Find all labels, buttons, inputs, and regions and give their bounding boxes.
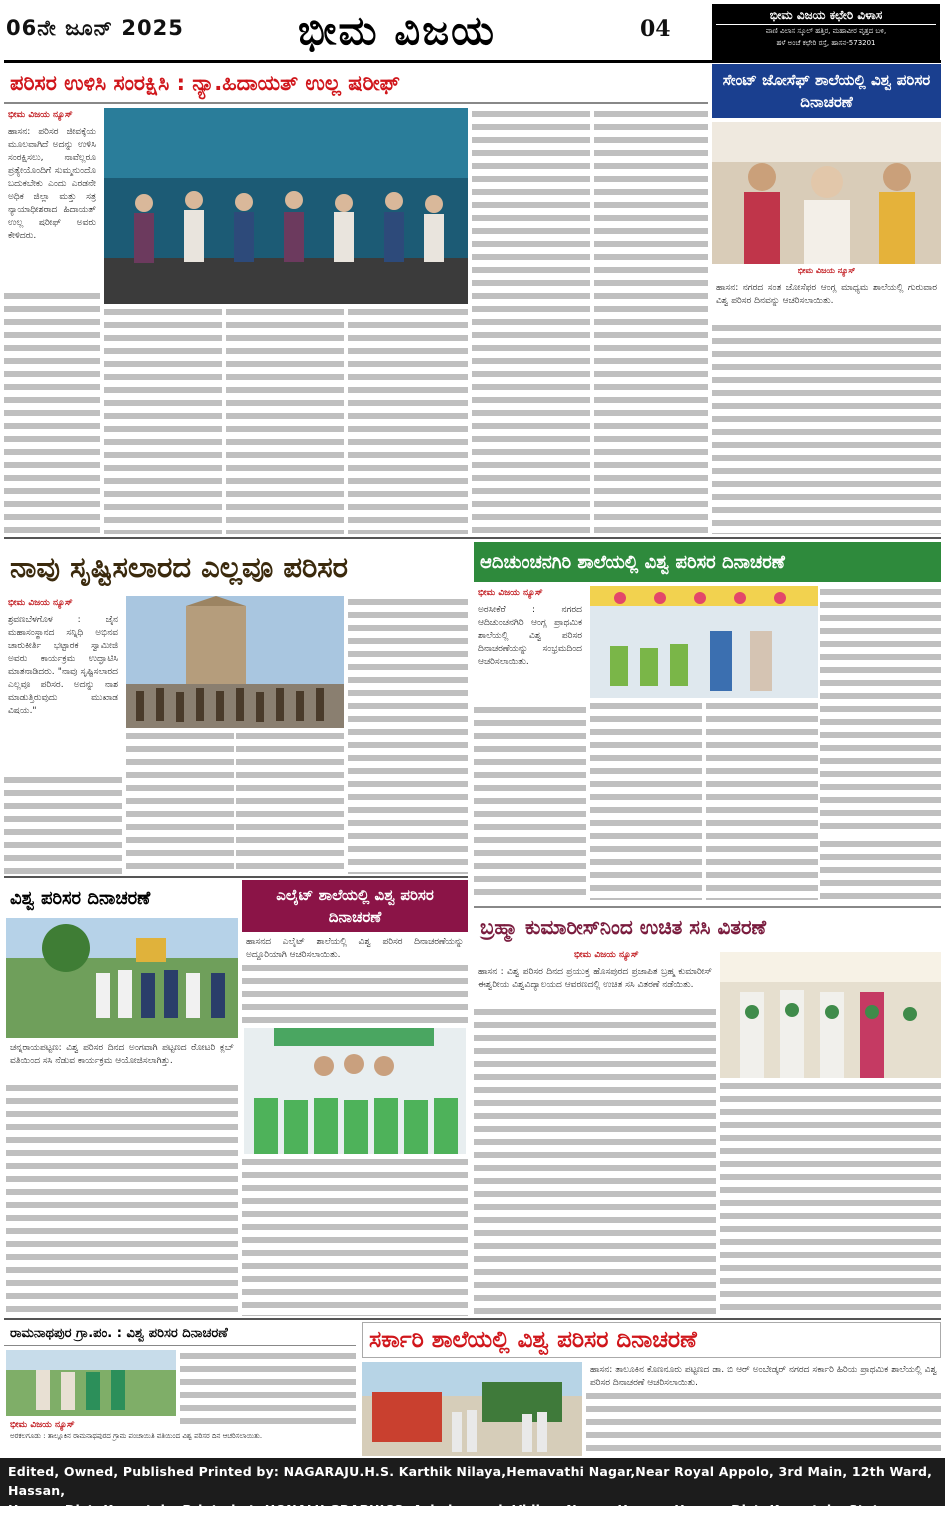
article-a9-lead: ಹಾಸನ: ತಾಲೂಕಿನ ಕೊಣನೂರು ಪಟ್ಟಣದ ಡಾ. ಬಿ ಆರ್ ಅಂಬೇಡ್ಕರ್ ನಗರದ ಸರ್ಕಾರಿ ಹಿರಿಯ ಪ್ರಾಥಮಿಕ ಶಾಲೆಯಲ್ಲಿ ವಿಶ್ವ ಪರಿಸರ ದಿನಾಚರಣೆ ಆಚರಿಸಲಾಯಿತು.	[590, 1365, 937, 1388]
article-a3-body-col1	[4, 774, 122, 874]
caption-a2: ಭೀಮ ವಿಜಯ ನ್ಯೂಸ್	[797, 266, 856, 275]
article-a4-lead: ಅರಸೀಕೆರೆ : ನಗರದ ಆದಿಚುಂಚನಗಿರಿ ಆಂಗ್ಲ ಪ್ರಾಥಮಿಕ ಶಾಲೆಯಲ್ಲಿ ವಿಶ್ವ ಪರಿಸರ ದಿನಾಚರಣೆಯನ್ನು ಸಂಭ್ರಮದಿಂದ ಆಚರಿಸಲಾಯಿತು.	[478, 605, 582, 667]
headline-a2: ಸೇಂಟ್ ಜೋಸೆಫ್ ಶಾಲೆಯಲ್ಲಿ ವಿಶ್ವ ಪರಿಸರ ದಿನಾಚರಣೆ	[712, 64, 941, 118]
article-a3-body-col2	[126, 730, 234, 874]
office-address-box	[712, 4, 940, 60]
headline-a3: ನಾವು ಸೃಷ್ಟಿಸಲಾರದ ಎಲ್ಲವೂ ಪರಿಸರ	[4, 542, 468, 592]
photo-a6	[244, 1028, 466, 1154]
article-a9-body	[586, 1390, 941, 1456]
article-a7-lead: ಹಾಸನ : ವಿಶ್ವ ಪರಿಸರ ದಿನದ ಪ್ರಯುಕ್ತ ಹೊಸಪುರದ ಪ್ರಜಾಪಿತ ಬ್ರಹ್ಮ ಕುಮಾರೀಸ್ ಈಶ್ವರೀಯ ವಿಶ್ವವಿದ್ಯಾಲಯದ ಆವರಣದಲ್ಲಿ ಉಚಿತ ಸಸಿ ವಿತರಣೆ ನಡೆಯಿತು.	[478, 967, 712, 990]
section-rule-3	[4, 1318, 941, 1320]
byline-a4: ಭೀಮ ವಿಜಯ ನ್ಯೂಸ್	[478, 588, 543, 598]
imprint-line-1: Edited, Owned, Published Printed by: NAGARAJU.H.S. Karthik Nilaya,Hemavathi Nagar,Near Royal Appolo, 3rd Main, 12th Ward, Hassan,	[8, 1464, 933, 1498]
imprint-line-2: Hassan Dist. Karnataka Printed at: HONALU GRAPHICS, Ashoka road, Vidhya Nagar, Hassan Hassan Dist. Karnataka State.	[8, 1502, 893, 1517]
headline-a9: ಸರ್ಕಾರಿ ಶಾಲೆಯಲ್ಲಿ ವಿಶ್ವ ಪರಿಸರ ದಿನಾಚರಣೆ	[362, 1322, 941, 1358]
article-a8-body	[180, 1350, 356, 1430]
article-a6-body	[242, 1156, 468, 1316]
article-a7-body-col2	[720, 1080, 941, 1316]
header-rule	[4, 60, 941, 63]
photo-a1-stage	[104, 108, 468, 304]
headline-a6: ಎಲೈಟ್ ಶಾಲೆಯಲ್ಲಿ ವಿಶ್ವ ಪರಿಸರ ದಿನಾಚರಣೆ	[242, 880, 468, 932]
photo-a7	[720, 952, 941, 1078]
article-a1-body-col1	[4, 290, 100, 534]
byline-a1: ಭೀಮ ವಿಜಯ ನ್ಯೂಸ್	[8, 110, 73, 120]
article-a6-lead: ಹಾಸನದ ಎಲೈಟ್ ಶಾಲೆಯಲ್ಲಿ ವಿಶ್ವ ಪರಿಸರ ದಿನಾಚರಣೆಯನ್ನು ಅದ್ದೂರಿಯಾಗಿ ಆಚರಿಸಲಾಯಿತು.	[246, 937, 464, 960]
section-rule-1	[4, 537, 941, 539]
imprint-footer	[0, 1458, 945, 1517]
article-a1-body-col5	[472, 108, 590, 534]
article-a4-body-col1	[474, 704, 586, 900]
headline-a4: ಆದಿಚುಂಚನಗಿರಿ ಶಾಲೆಯಲ್ಲಿ ವಿಶ್ವ ಪರಿಸರ ದಿನಾಚರಣೆ	[474, 542, 941, 582]
article-a3-body-col3	[236, 730, 344, 874]
photo-a2	[712, 122, 941, 264]
photo-a4	[590, 586, 818, 698]
byline-a3: ಭೀಮ ವಿಜಯ ನ್ಯೂಸ್	[8, 598, 73, 608]
article-a4-body-col4	[820, 586, 941, 836]
byline-a7: ಭೀಮ ವಿಜಯ ನ್ಯೂಸ್	[574, 950, 639, 960]
article-a2-body	[712, 322, 941, 534]
address-line-1: ವಾಣಿ ವಿಲಾಸ ಸ್ಕೂಲ್ ಹತ್ತಿರ, ಮಹಾವೀರ ವೃತ್ತದ ಬಳಿ,	[765, 27, 887, 35]
paper-name: ಭೀಮ ವಿಜಯ	[298, 8, 496, 54]
section-rule-2	[4, 876, 468, 878]
article-a2-lead: ಹಾಸನ: ನಗರದ ಸಂತ ಜೋಸೆಫರ ಆಂಗ್ಲ ಮಾಧ್ಯಮ ಶಾಲೆಯಲ್ಲಿ ಗುರುವಾರ ವಿಶ್ವ ಪರಿಸರ ದಿನವನ್ನು ಆಚರಿಸಲಾಯಿತು.	[716, 283, 937, 306]
article-a6-intro-body	[242, 962, 468, 1024]
headline-a8: ರಾಮನಾಥಪುರ ಗ್ರಾ.ಪಂ. : ವಿಶ್ವ ಪರಿಸರ ದಿನಾಚರಣೆ	[4, 1322, 356, 1346]
headline-a1: ಪರಿಸರ ಉಳಿಸಿ ಸಂರಕ್ಷಿಸಿ : ನ್ಯಾ.ಹಿದಾಯತ್ ಉಲ್ಲ ಷರೀಫ್	[4, 64, 708, 104]
article-a4-body-col3	[706, 700, 818, 900]
article-a3-body-col4	[348, 596, 468, 874]
article-a1-body-col6	[594, 108, 708, 534]
article-a1-body-col4	[348, 306, 468, 534]
article-a7-body-col1	[474, 1006, 716, 1316]
issue-date: 06ನೇ ಜೂನ್ 2025	[6, 16, 184, 40]
byline-a8: ಭೀಮ ವಿಜಯ ನ್ಯೂಸ್	[10, 1420, 75, 1430]
headline-a7: ಬ್ರಹ್ಮಾ ಕುಮಾರೀಸ್‌ನಿಂದ ಉಚಿತ ಸಸಿ ವಿತರಣೆ	[474, 906, 941, 946]
article-a5-lead: ಚನ್ನರಾಯಪಟ್ಟಣ: ವಿಶ್ವ ಪರಿಸರ ದಿನದ ಅಂಗವಾಗಿ ಪಟ್ಟಣದ ರೋಟರಿ ಕ್ಲಬ್ ವತಿಯಿಂದ ಸಸಿ ನೆಡುವ ಕಾರ್ಯಕ್ರಮ ಆಯೋಜಿಸಲಾಗಿತ್ತು.	[10, 1043, 234, 1066]
photo-a3	[126, 596, 344, 728]
headline-a5: ವಿಶ್ವ ಪರಿಸರ ದಿನಾಚರಣೆ	[10, 887, 151, 909]
page-number: 04	[640, 16, 671, 42]
article-a1-body-col2	[104, 306, 222, 534]
article-a4-body-col2	[590, 700, 702, 900]
photo-a9	[362, 1362, 582, 1456]
article-a5-body	[6, 1082, 238, 1316]
article-a4-body-col5	[820, 838, 941, 900]
address-line-2: ಹಳೆ ಅಂಚೆ ಕಛೇರಿ ರಸ್ತೆ, ಹಾಸನ-573201	[776, 39, 876, 47]
article-a1-lead: ಹಾಸನ: ಪರಿಸರ ಜೀವಕ್ಕೆಯ ಮೂಲವಾಗಿದೆ ಅದನ್ನು ಉಳಿಸಿ ಸಂರಕ್ಷಿಸಲು, ನಾವೆಲ್ಲರೂ ಪ್ರತ್ಯೇಯೊಂದಿಗೆ ಸುಮ್ಮನುಂದೊ ಬದುಕಬೇಕು ಎಂದು ಎರಡನೇ ಅಧಿಕ ಜಿಲ್ಲಾ ಮತ್ತು ಸತ್ರ ನ್ಯಾಯಾಧೀಶರಾದ ಹಿದಾಯತ್ ಉಲ್ಲ ಷರೀಫ್ ಅವರು ಕೇಳಿದರು.	[8, 127, 96, 241]
photo-a8	[6, 1350, 176, 1416]
photo-a5	[6, 918, 238, 1038]
article-a3-lead: ಶ್ರವಣಬೆಳಗೊಳ : ಜೈನ ಮಹಾಸಂಸ್ಥಾನದ ಸನ್ನಿಧಿ ಅಭಿನವ ಚಾರುಕೀರ್ತಿ ಭಟ್ಟಾರಕ ಸ್ವಾಮೀಜಿ ಅವರು ಕಾರ್ಯಕ್ರಮ ಉದ್ಘಾಟಿಸಿ ಮಾತನಾಡಿದರು. "ನಾವು ಸೃಷ್ಟಿಸಲಾರದ ಎಲ್ಲವೂ ಪರಿಸರ. ಅದನ್ನು ನಾಶ ಮಾಡುತ್ತಿರುವುದು ಮುಖಾಡ ವಿಷಯ."	[8, 615, 118, 716]
address-title: ಭೀಮ ವಿಜಯ ಕಛೇರಿ ವಿಳಾಸ	[716, 6, 936, 25]
article-a1-body-col3	[226, 306, 344, 534]
masthead-logo	[232, 4, 562, 58]
article-a8-lead: ಅರಕಲಗೂಡು : ತಾಲ್ಲೂಕಿನ ರಾಮನಾಥಪುರದ ಗ್ರಾಮ ಪಂಚಾಯಿತಿ ವತಿಯಿಂದ ವಿಶ್ವ ಪರಿಸರ ದಿನ ಆಚರಿಸಲಾಯಿತು.	[10, 1432, 263, 1440]
